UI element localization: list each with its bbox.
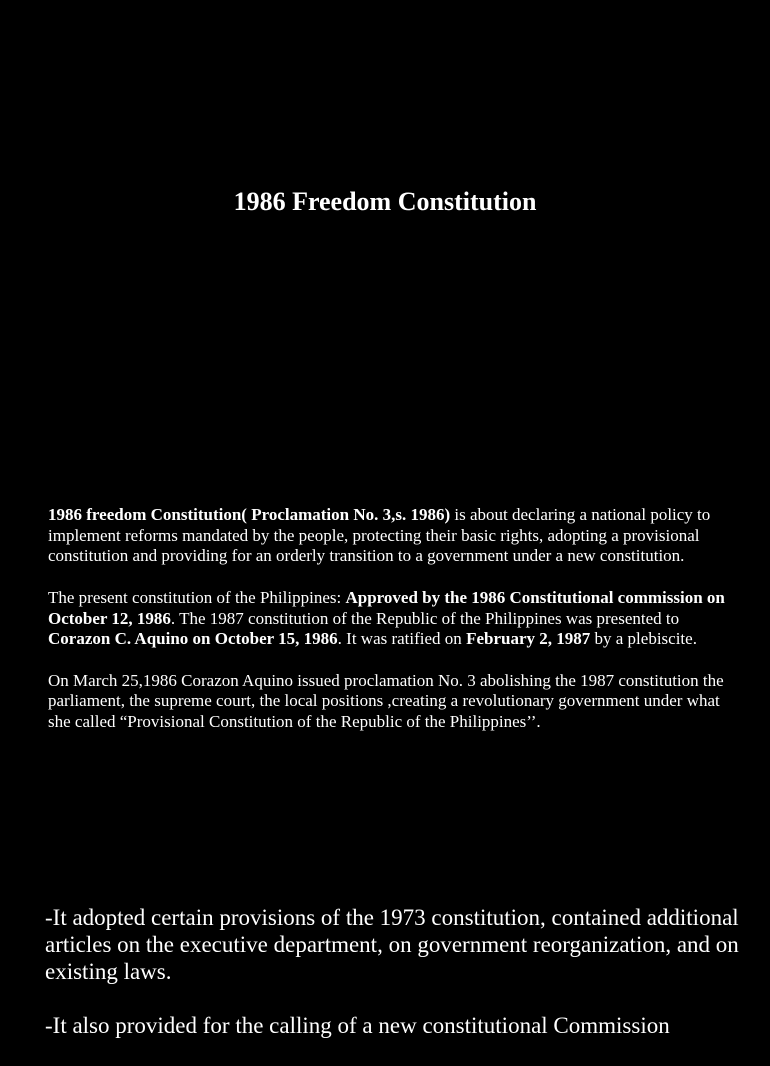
paragraph-2-bold-1: Approved by the 1986 Constitutional commission on October 12, 1986: [48, 587, 725, 628]
paragraph-2-text-4: by a plebiscite.: [590, 629, 697, 649]
paragraph-2-text-2: . The 1987 constitution of the Republic of the Philippines was presented to: [170, 608, 680, 628]
paragraph-freedom-constitution: [48, 505, 728, 567]
paragraph-2-text-1: The present constitution of the Philippines:: [48, 587, 346, 607]
paragraph-2-text-3: . It was ratified on: [337, 629, 467, 649]
page-title: 1986 Freedom Constitution: [233, 187, 537, 216]
body-text: [48, 505, 728, 753]
paragraph-1-bold-intro: 1986 freedom Constitution( Proclamation No. 3,s. 1986): [48, 505, 451, 524]
bullet-item: -It adopted certain provisions of the 1973 constitution, contained additional articles on the executive department, on government reorganization, and on existing laws.: [45, 905, 739, 984]
paragraph-present-constitution: [48, 588, 728, 650]
paragraph-3-text: On March 25,1986 Corazon Aquino issued proclamation No. 3 abolishing the 1987 constitution the parliament, the supreme court, the local positions ,creating a revolutionary government under what she called “Provisional Constitution of the Republic of the Philippines’’.: [48, 670, 724, 731]
paragraph-2-bold-2: Corazon C. Aquino on October 15, 1986: [48, 629, 338, 649]
paragraph-2-bold-3: February 2, 1987: [466, 629, 591, 649]
bullet-item: -It also provided for the calling of a new constitutional Commission: [45, 1013, 670, 1038]
paragraph-1-text: is about declaring a national policy to implement reforms mandated by the people, protecting their basic rights, adopting a provisional constitution and providing for an orderly transition to a government under a new constitution.: [48, 505, 711, 566]
bullet-list: [45, 904, 745, 1066]
paragraph-proclamation: [48, 671, 728, 733]
